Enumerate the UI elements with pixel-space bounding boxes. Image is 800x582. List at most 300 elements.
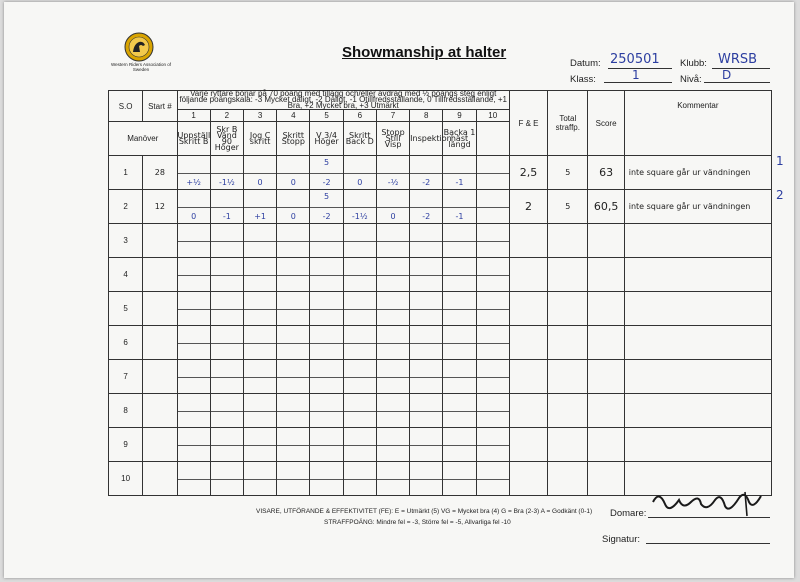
cell-divider — [178, 173, 210, 174]
score-cell — [343, 156, 376, 190]
score-cell — [310, 156, 343, 190]
cell-divider — [178, 343, 210, 344]
cell-divider — [443, 207, 475, 208]
cell-divider — [211, 309, 243, 310]
cell-divider — [344, 275, 376, 276]
score-cell — [476, 360, 509, 394]
cell-divider — [477, 411, 509, 412]
score-cell — [376, 428, 409, 462]
klubb-line — [712, 68, 770, 69]
horse-logo-icon — [124, 32, 154, 62]
cell-divider — [477, 445, 509, 446]
start-number — [143, 360, 177, 394]
score-cell — [210, 292, 243, 326]
total-penalty — [548, 394, 588, 428]
fe-value — [509, 258, 547, 292]
score-value: -1 — [222, 212, 231, 221]
signatur-label: Signatur: — [602, 534, 641, 545]
table-row — [109, 360, 772, 394]
score-cell — [410, 428, 443, 462]
score-cell — [210, 190, 243, 224]
score-cell — [177, 360, 210, 394]
cell-divider — [344, 207, 376, 208]
niva-label: Nivå: — [680, 74, 702, 85]
cell-divider — [310, 479, 342, 480]
comment-cell: inte square går ur vändningen — [624, 190, 771, 224]
maneuver-10 — [476, 122, 509, 156]
cell-divider — [443, 479, 475, 480]
score-cell — [177, 258, 210, 292]
cell-divider — [310, 343, 342, 344]
score-extra: 5 — [324, 192, 330, 201]
start-number — [143, 462, 177, 496]
score-cell — [243, 258, 276, 292]
score-cell — [443, 190, 476, 224]
score-cell — [376, 190, 409, 224]
comment-cell: inte square går ur vändningen — [624, 156, 771, 190]
cell-divider — [244, 241, 276, 242]
score-cell — [443, 462, 476, 496]
col-number-8: 8 — [410, 110, 443, 122]
total-penalty — [548, 360, 588, 394]
row-so: 2 — [109, 190, 143, 224]
score-sheet — [4, 2, 794, 578]
score-cell — [243, 292, 276, 326]
score-cell — [277, 428, 310, 462]
total-penalty — [548, 224, 588, 258]
score-cell — [343, 326, 376, 360]
table-row — [109, 326, 772, 360]
klubb-value: WRSB — [718, 52, 758, 67]
total-penalty — [548, 462, 588, 496]
cell-divider — [410, 377, 442, 378]
score-header: Score — [588, 91, 624, 156]
score-cell — [476, 224, 509, 258]
cell-divider — [178, 207, 210, 208]
cell-divider — [178, 309, 210, 310]
score-total — [588, 462, 624, 496]
total-penalty: 5 — [548, 156, 588, 190]
cell-divider — [310, 377, 342, 378]
score-cell — [210, 224, 243, 258]
cell-divider — [410, 343, 442, 344]
klass-line — [604, 82, 672, 83]
judge-signature — [649, 488, 769, 522]
score-cell — [310, 360, 343, 394]
cell-divider — [277, 343, 309, 344]
table-row — [109, 292, 772, 326]
cell-divider — [443, 445, 475, 446]
table-row — [109, 258, 772, 292]
margin-mark: 1 — [776, 154, 784, 168]
score-cell — [277, 462, 310, 496]
score-cell — [410, 190, 443, 224]
fe-value — [509, 326, 547, 360]
cell-divider — [244, 343, 276, 344]
score-cell — [443, 326, 476, 360]
cell-divider — [277, 479, 309, 480]
score-cell — [476, 462, 509, 496]
cell-divider — [410, 445, 442, 446]
cell-divider — [477, 479, 509, 480]
cell-divider — [377, 173, 409, 174]
cell-divider — [443, 275, 475, 276]
cell-divider — [377, 343, 409, 344]
score-value: 0 — [191, 212, 197, 221]
cell-divider — [410, 241, 442, 242]
score-value: -2 — [322, 178, 331, 187]
score-total: 60,5 — [588, 190, 624, 224]
score-cell — [277, 326, 310, 360]
score-value: -1 — [455, 178, 464, 187]
score-cell — [210, 394, 243, 428]
score-cell — [243, 326, 276, 360]
cell-divider — [310, 309, 342, 310]
score-cell — [177, 156, 210, 190]
row-so: 6 — [109, 326, 143, 360]
cell-divider — [377, 377, 409, 378]
col-number-3: 3 — [243, 110, 276, 122]
cell-divider — [443, 173, 475, 174]
cell-divider — [244, 479, 276, 480]
fe-value: 2 — [509, 190, 547, 224]
total-penalty — [548, 326, 588, 360]
manover-header: Manöver — [109, 122, 178, 156]
score-cell — [443, 394, 476, 428]
row-so: 10 — [109, 462, 143, 496]
cell-divider — [344, 309, 376, 310]
cell-divider — [443, 411, 475, 412]
maneuver-2: Skr B Vänd 90 Höger — [210, 122, 243, 156]
start-number — [143, 258, 177, 292]
cell-divider — [410, 479, 442, 480]
cell-divider — [410, 309, 442, 310]
cell-divider — [244, 207, 276, 208]
score-cell — [310, 462, 343, 496]
score-cell — [210, 258, 243, 292]
score-cell — [343, 360, 376, 394]
cell-divider — [244, 377, 276, 378]
cell-divider — [477, 207, 509, 208]
score-cell — [277, 360, 310, 394]
score-cell — [410, 360, 443, 394]
score-cell — [210, 360, 243, 394]
score-cell — [410, 292, 443, 326]
table-row — [109, 224, 772, 258]
score-cell — [376, 258, 409, 292]
col-number-6: 6 — [343, 110, 376, 122]
maneuver-5: V 3/4 Höger — [310, 122, 343, 156]
maneuver-7: Stopp Still Visp — [376, 122, 409, 156]
score-cell — [177, 428, 210, 462]
fe-value — [509, 462, 547, 496]
cell-divider — [310, 411, 342, 412]
cell-divider — [277, 207, 309, 208]
score-total — [588, 326, 624, 360]
cell-divider — [310, 275, 342, 276]
start-number — [143, 224, 177, 258]
score-cell — [476, 258, 509, 292]
start-number — [143, 292, 177, 326]
score-value: -2 — [422, 178, 431, 187]
start-number — [143, 394, 177, 428]
start-number — [143, 326, 177, 360]
score-cell — [476, 428, 509, 462]
score-cell — [277, 258, 310, 292]
score-value: +1 — [254, 212, 266, 221]
score-value: -1½ — [218, 178, 235, 187]
score-cell — [410, 258, 443, 292]
score-cell — [376, 394, 409, 428]
score-cell — [243, 394, 276, 428]
cell-divider — [443, 241, 475, 242]
comment-cell — [624, 258, 771, 292]
score-value: 0 — [290, 212, 296, 221]
score-cell — [443, 292, 476, 326]
margin-mark: 2 — [776, 188, 784, 202]
cell-divider — [244, 173, 276, 174]
cell-divider — [477, 275, 509, 276]
maneuver-8: Inspektion — [410, 122, 443, 156]
score-extra: 5 — [324, 158, 330, 167]
score-cell — [376, 224, 409, 258]
score-cell — [410, 394, 443, 428]
score-cell — [243, 156, 276, 190]
table-row — [109, 156, 772, 190]
score-cell — [177, 292, 210, 326]
domare-label: Domare: — [610, 508, 647, 519]
col-number-5: 5 — [310, 110, 343, 122]
score-cell — [177, 224, 210, 258]
score-cell — [476, 156, 509, 190]
fe-header: F & E — [509, 91, 547, 156]
score-cell — [310, 224, 343, 258]
cell-divider — [344, 343, 376, 344]
score-value: -2 — [422, 212, 431, 221]
footer-penalty-legend: STRAFFPOÄNG: Mindre fel = -3, Större fel = -5, Allvarliga fel -10 — [324, 519, 511, 526]
score-value: +½ — [186, 178, 201, 187]
col-number-1: 1 — [177, 110, 210, 122]
maneuver-6: Skritt Back D — [343, 122, 376, 156]
cell-divider — [344, 479, 376, 480]
score-cell — [177, 394, 210, 428]
score-value: 0 — [390, 212, 396, 221]
start-number — [143, 428, 177, 462]
instructions: Varje ryttare börjar på 70 poäng med tillägg och/eller avdrag med ½ poängs steg enligt följande poängskala: -3 Mycket dåligt, -2 Dåligt, -1 Otillfredsställande, 0 Tillfredsställande, +1 Bra, +2 Mycket bra, +3 Utmärkt — [177, 91, 509, 110]
cell-divider — [211, 207, 243, 208]
score-total: 63 — [588, 156, 624, 190]
cell-divider — [344, 173, 376, 174]
score-cell — [277, 190, 310, 224]
score-cell — [243, 224, 276, 258]
score-cell — [376, 462, 409, 496]
score-cell — [343, 224, 376, 258]
score-table — [108, 90, 772, 496]
fe-value: 2,5 — [509, 156, 547, 190]
cell-divider — [178, 411, 210, 412]
start-number: 12 — [143, 190, 177, 224]
score-cell — [243, 360, 276, 394]
score-cell — [410, 224, 443, 258]
score-cell — [310, 292, 343, 326]
klass-label: Klass: — [570, 74, 596, 85]
cell-divider — [178, 275, 210, 276]
cell-divider — [344, 377, 376, 378]
score-cell — [343, 258, 376, 292]
score-cell — [443, 428, 476, 462]
score-cell — [243, 190, 276, 224]
datum-line — [608, 68, 672, 69]
score-cell — [343, 394, 376, 428]
row-so: 1 — [109, 156, 143, 190]
score-cell — [310, 428, 343, 462]
row-so: 7 — [109, 360, 143, 394]
klass-value: 1 — [632, 68, 640, 82]
cell-divider — [310, 445, 342, 446]
cell-divider — [310, 173, 342, 174]
cell-divider — [244, 309, 276, 310]
score-cell — [476, 292, 509, 326]
cell-divider — [244, 445, 276, 446]
datum-value: 250501 — [610, 52, 660, 67]
comment-cell — [624, 326, 771, 360]
cell-divider — [277, 445, 309, 446]
table-row — [109, 394, 772, 428]
score-value: -½ — [387, 178, 399, 187]
cell-divider — [244, 275, 276, 276]
score-cell — [310, 258, 343, 292]
signatur-line — [646, 543, 770, 544]
cell-divider — [344, 445, 376, 446]
score-cell — [443, 224, 476, 258]
cell-divider — [277, 241, 309, 242]
score-cell — [277, 394, 310, 428]
row-so: 4 — [109, 258, 143, 292]
cell-divider — [211, 377, 243, 378]
score-cell — [277, 292, 310, 326]
score-cell — [376, 292, 409, 326]
score-cell — [343, 190, 376, 224]
cell-divider — [377, 275, 409, 276]
score-cell — [376, 326, 409, 360]
total-header: Total straffp. — [548, 91, 588, 156]
col-number-2: 2 — [210, 110, 243, 122]
col-number-4: 4 — [277, 110, 310, 122]
total-penalty — [548, 258, 588, 292]
page-title: Showmanship at halter — [342, 44, 507, 61]
cell-divider — [178, 377, 210, 378]
score-value: -1 — [455, 212, 464, 221]
cell-divider — [477, 377, 509, 378]
cell-divider — [477, 173, 509, 174]
score-cell — [243, 428, 276, 462]
score-value: 0 — [257, 178, 263, 187]
score-cell — [443, 258, 476, 292]
score-cell — [343, 462, 376, 496]
row-so: 5 — [109, 292, 143, 326]
cell-divider — [477, 309, 509, 310]
cell-divider — [310, 207, 342, 208]
col-number-10: 10 — [476, 110, 509, 122]
col-number-7: 7 — [376, 110, 409, 122]
maneuver-1: Uppställ Skritt B — [177, 122, 210, 156]
score-cell — [210, 156, 243, 190]
maneuver-4: Skritt Stopp — [277, 122, 310, 156]
comment-header: Kommentar — [624, 91, 771, 156]
score-cell — [410, 156, 443, 190]
fe-value — [509, 394, 547, 428]
score-cell — [376, 360, 409, 394]
fe-value — [509, 224, 547, 258]
score-cell — [177, 326, 210, 360]
datum-label: Datum: — [570, 58, 601, 69]
score-cell — [210, 462, 243, 496]
score-total — [588, 428, 624, 462]
cell-divider — [277, 275, 309, 276]
cell-divider — [211, 275, 243, 276]
comment-cell — [624, 224, 771, 258]
score-cell — [410, 326, 443, 360]
cell-divider — [211, 479, 243, 480]
cell-divider — [277, 411, 309, 412]
score-value: -1½ — [351, 212, 368, 221]
score-cell — [410, 462, 443, 496]
score-cell — [376, 156, 409, 190]
klubb-label: Klubb: — [680, 58, 707, 69]
cell-divider — [443, 343, 475, 344]
cell-divider — [377, 241, 409, 242]
cell-divider — [410, 173, 442, 174]
score-cell — [210, 326, 243, 360]
total-penalty — [548, 292, 588, 326]
total-penalty — [548, 428, 588, 462]
cell-divider — [211, 411, 243, 412]
cell-divider — [377, 479, 409, 480]
score-value: 0 — [290, 178, 296, 187]
score-cell — [343, 428, 376, 462]
cell-divider — [211, 173, 243, 174]
cell-divider — [211, 445, 243, 446]
table-row — [109, 428, 772, 462]
score-total — [588, 224, 624, 258]
score-total — [588, 292, 624, 326]
score-cell — [310, 326, 343, 360]
cell-divider — [410, 207, 442, 208]
score-cell — [177, 190, 210, 224]
start-header: Start # — [143, 91, 177, 122]
fe-value — [509, 292, 547, 326]
cell-divider — [178, 479, 210, 480]
score-cell — [476, 326, 509, 360]
cell-divider — [443, 309, 475, 310]
cell-divider — [477, 241, 509, 242]
comment-cell — [624, 360, 771, 394]
cell-divider — [377, 309, 409, 310]
score-cell — [310, 190, 343, 224]
fe-value — [509, 428, 547, 462]
score-value: -2 — [322, 212, 331, 221]
score-total — [588, 360, 624, 394]
cell-divider — [277, 173, 309, 174]
score-cell — [343, 292, 376, 326]
cell-divider — [277, 309, 309, 310]
score-total — [588, 258, 624, 292]
fe-value — [509, 360, 547, 394]
col-number-9: 9 — [443, 110, 476, 122]
cell-divider — [410, 275, 442, 276]
cell-divider — [277, 377, 309, 378]
cell-divider — [344, 411, 376, 412]
